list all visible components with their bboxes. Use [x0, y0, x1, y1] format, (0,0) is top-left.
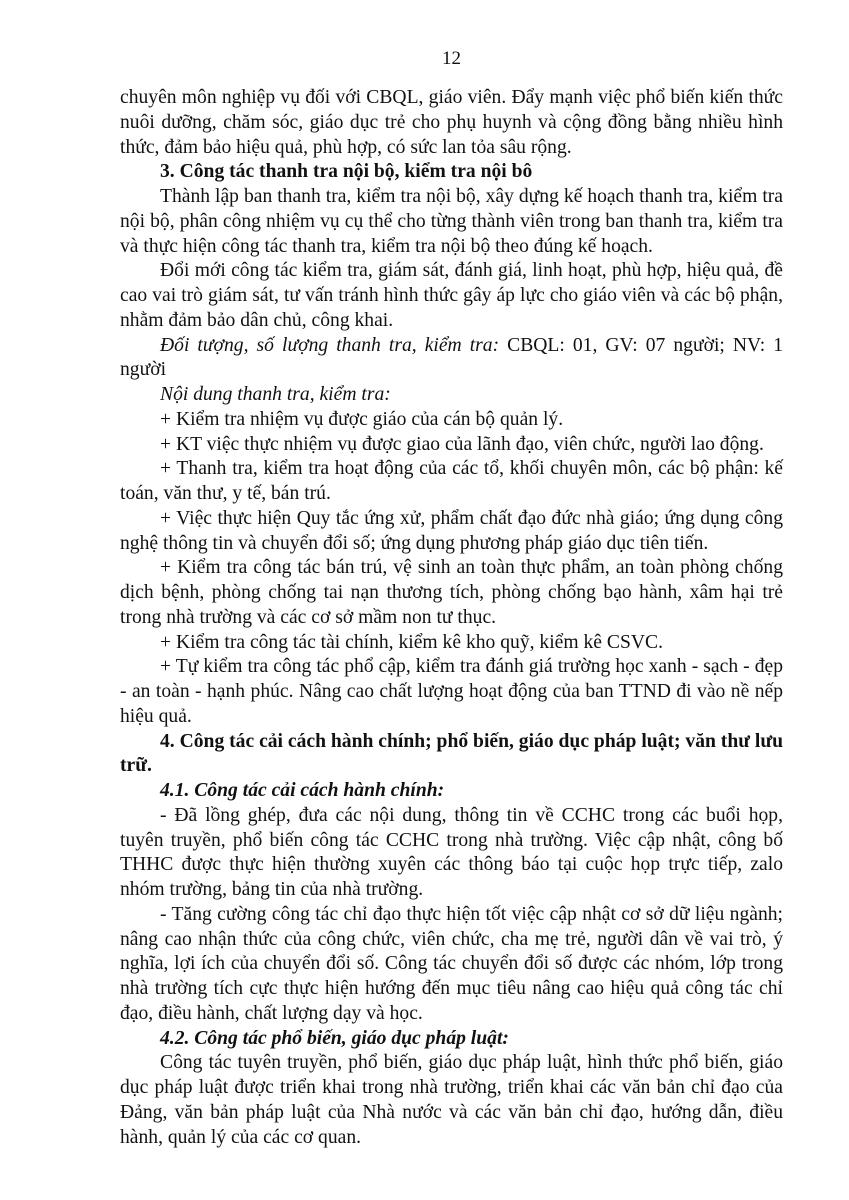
- list-item: + Việc thực hiện Quy tắc ứng xử, phẩm chất đạo đức nhà giáo; ứng dụng công nghệ thông tin và chuyển đổi số; ứng dụng phương pháp giáo dục tiên tiến.: [120, 507, 783, 554]
- list-item: + Tự kiểm tra công tác phổ cập, kiểm tra đánh giá trường học xanh - sạch - đẹp - an toàn - hạnh phúc. Nâng cao chất lượng hoạt động của ban TTND đi vào nề nếp hiệu quả.: [120, 656, 783, 727]
- inspection-subjects-value: CBQL: 01, GV: 07 người; NV: 1 người: [120, 334, 783, 381]
- subheading-4-1: 4.1. Công tác cải cách hành chính:: [160, 780, 445, 801]
- paragraph: - Tăng cường công tác chỉ đạo thực hiện tốt việc cập nhật cơ sở dữ liệu ngành; nâng cao nhận thức của công chức, viên chức, cha mẹ trẻ, người dân về vai trò, ý nghĩa, lợi ích của chuyển đổi số. Công tác chuyển đổi số được các nhóm, lớp trong nhà trường tích cực thực hiện hướng đến mục tiêu nâng cao hiệu quả công tác chỉ đạo, điều hành, chất lượng dạy và học.: [120, 903, 783, 1024]
- paragraph: - Đã lồng ghép, đưa các nội dung, thông tin về CCHC trong các buổi họp, tuyên truyền, phổ biến công tác CCHC trong nhà trường. Việc cập nhật, công bố THHC được thực hiện thường xuyên các thông báo tại cuộc họp trực tiếp, zalo nhóm trường, bảng tin của nhà trường.: [120, 804, 783, 900]
- paragraph: Thành lập ban thanh tra, kiểm tra nội bộ, xây dựng kế hoạch thanh tra, kiểm tra nội bộ, phân công nhiệm vụ cụ thể cho từng thành viên trong ban thanh tra, kiểm tra và thực hiện công tác thanh tra, kiểm tra nội bộ theo đúng kế hoạch.: [120, 186, 783, 257]
- list-item: + Kiểm tra công tác bán trú, vệ sinh an toàn thực phẩm, an toàn phòng chống dịch bệnh, phòng chống tai nạn thương tích, phòng chống bạo hành, xâm hại trẻ trong nhà trường và các cơ sở mầm non tư thục.: [120, 557, 783, 628]
- list-item: + Thanh tra, kiểm tra hoạt động của các tổ, khối chuyên môn, các bộ phận: kế toán, văn thư, y tế, bán trú.: [120, 458, 783, 504]
- heading-section-3: 3. Công tác thanh tra nội bộ, kiểm tra nội bô: [160, 161, 533, 183]
- document-body: [120, 86, 783, 1150]
- list-item: + Kiểm tra nhiệm vụ được giáo của cán bộ quản lý.: [160, 408, 564, 430]
- paragraph: Công tác tuyên truyền, phổ biến, giáo dục pháp luật, hình thức phổ biến, giáo dục pháp luật được triển khai trong nhà trường, triển khai các văn bản chỉ đạo của Đảng, văn bản pháp luật của Nhà nước và các văn bản chỉ đạo, hướng dẫn, điều hành, quản lý của các cơ quan.: [120, 1052, 783, 1148]
- list-item: + Kiểm tra công tác tài chính, kiểm kê kho quỹ, kiểm kê CSVC.: [160, 631, 663, 653]
- inspection-subjects-line: [120, 334, 783, 384]
- subheading-4-2: 4.2. Công tác phổ biến, giáo dục pháp luật:: [160, 1027, 509, 1049]
- heading-section-4: 4. Công tác cải cách hành chính; phổ biến, giáo dục pháp luật; văn thư lưu trữ.: [120, 730, 783, 777]
- inspection-content-label: Nội dung thanh tra, kiểm tra:: [160, 384, 391, 405]
- inspection-subjects-label: Đối tượng, số lượng thanh tra, kiểm tra:: [160, 334, 500, 356]
- page-number: 12: [442, 48, 461, 69]
- list-item: + KT việc thực nhiệm vụ được giao của lãnh đạo, viên chức, người lao động.: [160, 433, 764, 455]
- paragraph: Đổi mới công tác kiểm tra, giám sát, đánh giá, linh hoạt, phù hợp, hiệu quả, đề cao vai trò giám sát, tư vấn tránh hình thức gây áp lực cho giáo viên và các bộ phận, nhằm đảm bảo dân chủ, công khai.: [120, 260, 783, 331]
- paragraph-intro-continuation: chuyên môn nghiệp vụ đối với CBQL, giáo viên. Đẩy mạnh việc phổ biến kiến thức nuôi dưỡng, chăm sóc, giáo dục trẻ cho phụ huynh và cộng đồng bằng nhiều hình thức, đảm bảo hiệu quả, phù hợp, có sức lan tỏa sâu rộng.: [120, 87, 783, 158]
